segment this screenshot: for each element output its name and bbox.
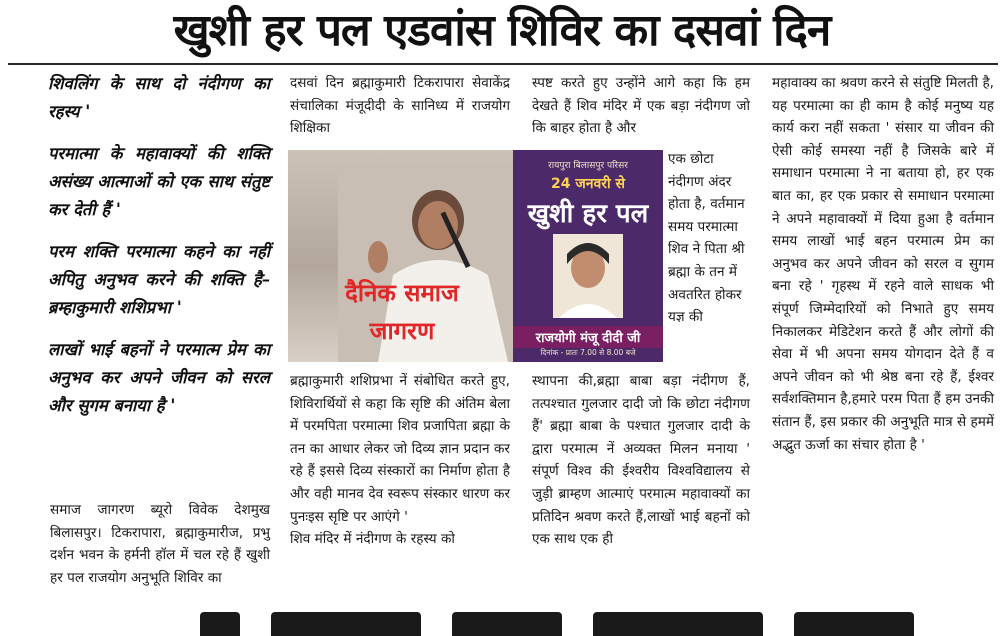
column-2-top <box>290 72 510 140</box>
headline-rule <box>8 63 998 65</box>
watermark <box>302 274 502 350</box>
watermark-line-2: जागरण <box>369 317 435 345</box>
col2-last-line: शिव मंदिर में नंदीगण के रहस्य को <box>290 531 455 548</box>
pullquote-1: शिवलिंग के साथ दो नंदीगण का रहस्य ' <box>48 74 270 121</box>
article-photo <box>288 150 663 362</box>
event-banner <box>513 150 663 362</box>
pullquote-4: लाखों भाई बहनों ने परमात्म प्रेम का अनुभव कर अपने जीवन को सरल और सुगम बनाया है ' <box>48 340 270 415</box>
next-headline-fragment <box>593 612 763 636</box>
next-headline-fragment <box>452 612 562 636</box>
banner-portrait <box>553 234 623 318</box>
col2-bottom-paragraph: ब्रह्माकुमारी शशिप्रभा नें संबोधित करते हुए, शिविरार्थियों से कहा कि सृष्टि की अंतिम बेला में परमपिता परमात्मा शिव प्रजापिता ब्रह्मा के तन का आधार लेकर जो दिव्य ज्ञान प्रदान कर रहे हैं इससे दिव्य संस्कारों का निर्माण होता है और वही मानव देव स्वरूप संस्कार धारण कर पुनःइस सृष्टि पर आएंगे ' <box>290 373 510 525</box>
next-headline-fragment <box>200 612 240 636</box>
banner-footer: दिनांक - प्रातः 7.00 से 8.00 बजे <box>540 348 636 357</box>
pullquote-2: परमात्मा के महावाक्यों की शक्ति असंख्य आत्माओं को एक साथ संतुष्ट कर देती हैं ' <box>48 144 270 219</box>
banner-top-text: रायपुरा बिलासपुर परिसर <box>548 161 628 171</box>
column-2-bottom <box>290 370 510 551</box>
pullquote-column <box>48 70 270 434</box>
col4-paragraph: महावाक्य का श्रवण करने से संतुष्टि मिलती है, यह परमात्मा का ही काम है कोई मनुष्य यह कार्य करा नहीं सकता ' संसार या जीवन की ऐसी कोई समस्या नहीं है जिसके बारे में समाधान परमात्मा ने ना बताया हो, हर एक बात का, हर एक प्रकार से समाधान परमात्मा ने अपने महावाक्यों में दिया हुआ है वर्तमान समय लाखों भाई बहन परमात्म प्रेम का अनुभव कर अपने जीवन को सरल व सुगम बना रहे ' गृहस्थ में रहने वाले साधक भी संपूर्ण जिम्मेदारियों को निभाते हुए समय निकालकर मेडिटेशन करते हैं और लोगों की सेवा में भी अपना समय योगदान देते हैं व अपने जीवन को भी श्रेष्ठ बना रहे हैं, ईश्वर सर्वशक्तिमान है,हमारे परम पिता हैं हम उनकी संतान हैं, इस प्रकार की अनुभूति मात्र से हममें अद्भुत ऊर्जा का संचार होता है ' <box>772 75 994 453</box>
column-3-top <box>532 72 750 140</box>
banner-name: राजयोगी मंजू दीदी जी <box>513 326 663 348</box>
column-3-narrow <box>668 148 750 329</box>
watermark-line-1: दैनिक समाज <box>345 279 459 307</box>
pullquote-3: परम शक्ति परमात्मा कहने का नहीं अपितु अनुभव करने की शक्ति है– ब्रम्हाकुमारी शशिप्रभा ' <box>48 242 270 317</box>
banner-title: खुशी हर पल <box>527 199 649 229</box>
next-headline-fragment <box>794 612 914 636</box>
col2-top-paragraph: दसवां दिन ब्रह्माकुमारी टिकरापारा सेवाकेंद्र संचालिका मंजूदीदी के सानिध्य में राजयोग शिक्षिका <box>290 75 510 137</box>
byline-text <box>50 499 270 589</box>
headline: खुशी हर पल एडवांस शिविर का दसवां दिन <box>173 5 831 56</box>
banner-date: 24 जनवरी से <box>551 176 625 192</box>
column-3-bottom <box>532 370 750 551</box>
col3-narrow-paragraph: एक छोटा नंदीगण अंदर होता है, वर्तमान समय परमात्मा शिव ने पिता श्री ब्रह्मा के तन में अवतरित होकर यज्ञ की <box>668 151 745 326</box>
next-headline-fragment <box>271 612 421 636</box>
col3-top-paragraph: स्पष्ट करते हुए उन्होंने आगे कहा कि हम देखते हैं शिव मंदिर में एक बड़ा नंदीगण जो कि बाहर होता है और <box>532 75 750 137</box>
byline-paragraph: समाज जागरण ब्यूरो विवेक देशमुख बिलासपुर। टिकरापारा, ब्रह्माकुमारीज, प्रभु दर्शन भवन के हर्मनी हॉल में चल रहे हैं खुशी हर पल राजयोग अनुभूति शिविर का <box>50 502 270 586</box>
column-4 <box>772 72 994 456</box>
col3-bottom-paragraph: स्थापना की,ब्रह्मा बाबा बड़ा नंदीगण हैं, तत्पश्चात गुलजार दादी जो कि छोटा नंदीगण हैं' ब्रह्मा बाबा के पश्चात गुलजार दादी के द्वारा परमात्म नें अव्यक्त मिलन मनाया ' संपूर्ण विश्व की ईश्वरीय विश्वविद्यालय से जुड़ी ब्राम्हण आत्माएं परमात्म महावाक्यों का प्रतिदिन श्रवण करते हैं,लाखों भाई बहनों को एक साथ एक ही <box>532 373 750 548</box>
next-headline-cutoff <box>200 612 980 636</box>
